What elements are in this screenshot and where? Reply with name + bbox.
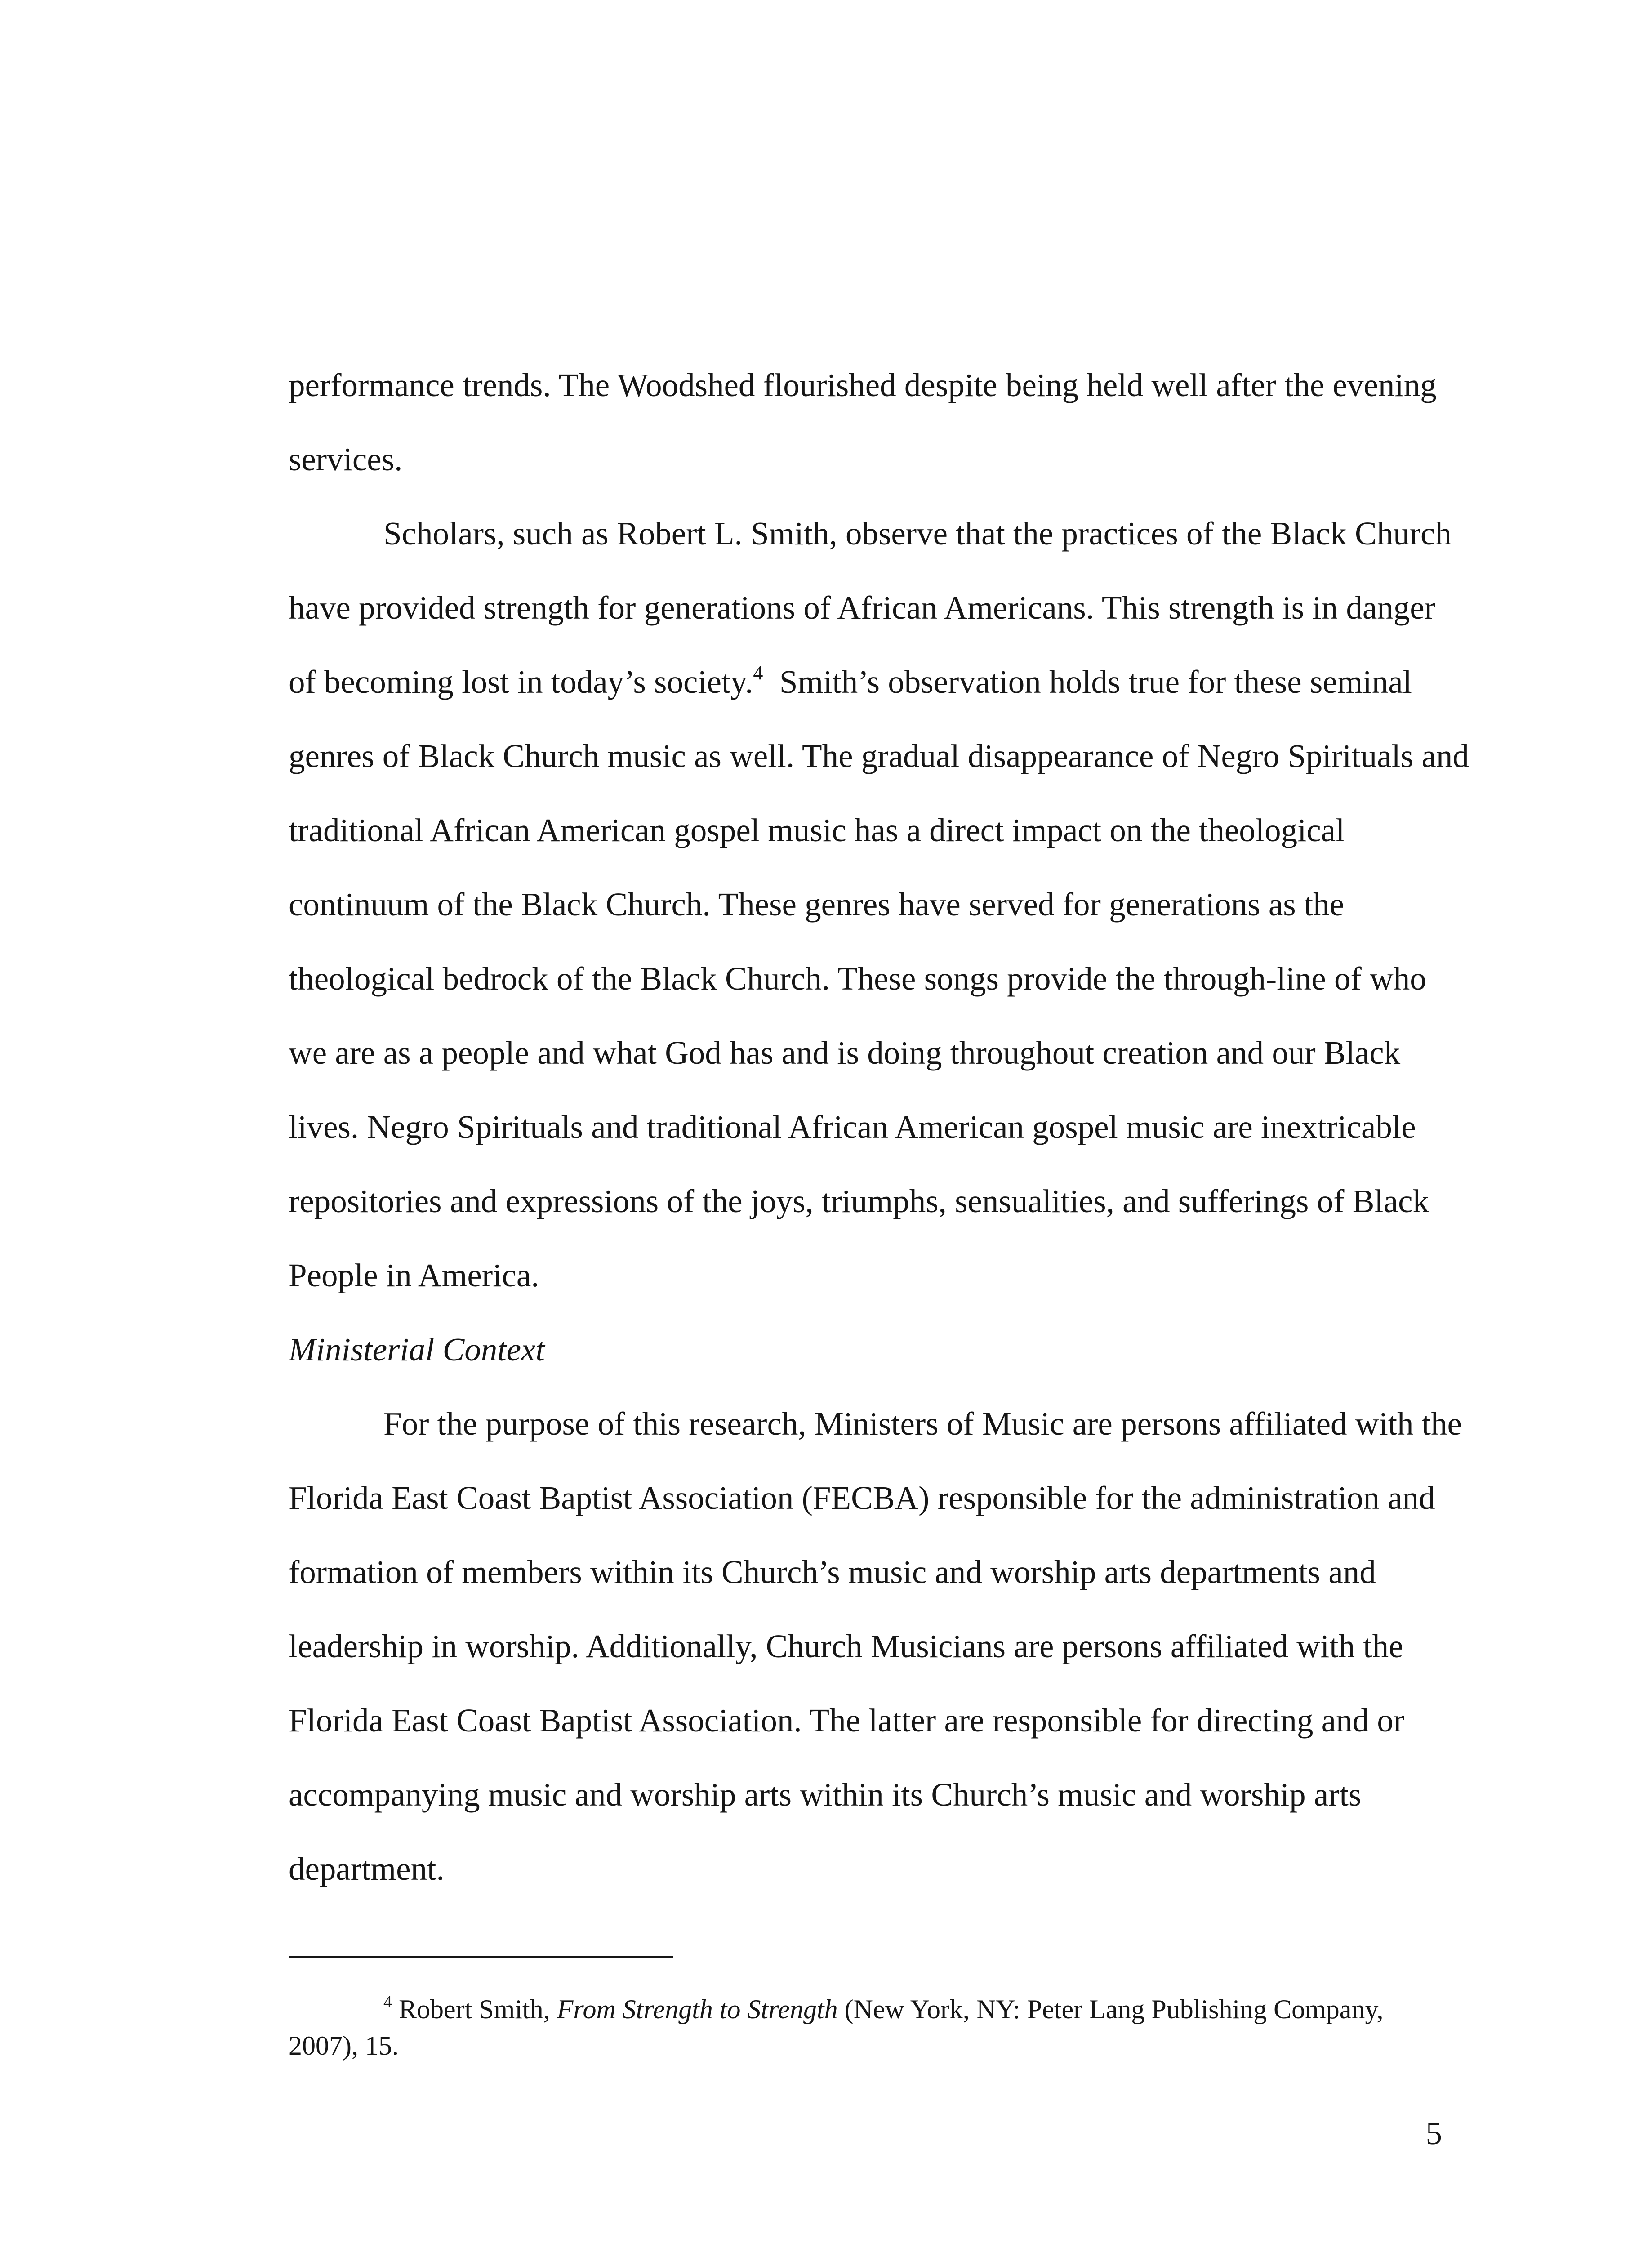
body-line: accompanying music and worship arts within its Church’s music and worship arts <box>289 1776 1362 1813</box>
body-line: we are as a people and what God has and is doing throughout creation and our Black <box>289 1035 1401 1071</box>
body-line: traditional African American gospel music has a direct impact on the theological <box>289 812 1345 848</box>
body-line: formation of members within its Church’s music and worship arts departments and <box>289 1554 1376 1590</box>
body-line: theological bedrock of the Black Church. These songs provide the through-line of who <box>289 960 1426 997</box>
body-line: lives. Negro Spirituals and traditional African American gospel music are inextricable <box>289 1109 1416 1145</box>
body-line: continuum of the Black Church. These genres have served for generations as the <box>289 886 1345 923</box>
footnote-line <box>383 1993 1384 2026</box>
footnote-book-title: From Strength to Strength <box>557 1994 838 2024</box>
section-subheading: Ministerial Context <box>289 1331 545 1368</box>
body-line: People in America. <box>289 1257 539 1293</box>
body-line: performance trends. The Woodshed flourished despite being held well after the evening <box>289 367 1437 403</box>
body-line: Florida East Coast Baptist Association (FECBA) responsible for the administration and <box>289 1480 1435 1516</box>
body-text: Smith’s observation holds true for these seminal <box>763 664 1412 700</box>
body-line: leadership in worship. Additionally, Church Musicians are persons affiliated with the <box>289 1628 1403 1664</box>
body-line: have provided strength for generations of African Americans. This strength is in danger <box>289 589 1435 626</box>
paragraph-first-line: Scholars, such as Robert L. Smith, observe that the practices of the Black Church <box>383 515 1452 552</box>
body-line: services. <box>289 441 403 477</box>
footnote-separator <box>289 1956 673 1958</box>
footnote-marker: 4 <box>383 1993 392 2012</box>
footnote-publication: (New York, NY: Peter Lang Publishing Company, <box>837 1994 1384 2024</box>
body-line <box>289 662 1412 702</box>
page-number: 5 <box>1425 2115 1442 2151</box>
body-line: department. <box>289 1851 445 1887</box>
footnote-author: Robert Smith, <box>392 1994 557 2024</box>
body-line: repositories and expressions of the joys, triumphs, sensualities, and sufferings of Black <box>289 1183 1429 1219</box>
footnote-line: 2007), 15. <box>289 2031 399 2061</box>
body-text: of becoming lost in today’s society. <box>289 664 753 700</box>
paragraph-first-line: For the purpose of this research, Ministers of Music are persons affiliated with the <box>383 1405 1462 1442</box>
body-line: Florida East Coast Baptist Association. The latter are responsible for directing and or <box>289 1702 1405 1739</box>
footnote-reference: 4 <box>753 662 763 684</box>
body-line: genres of Black Church music as well. The gradual disappearance of Negro Spirituals and <box>289 738 1469 774</box>
